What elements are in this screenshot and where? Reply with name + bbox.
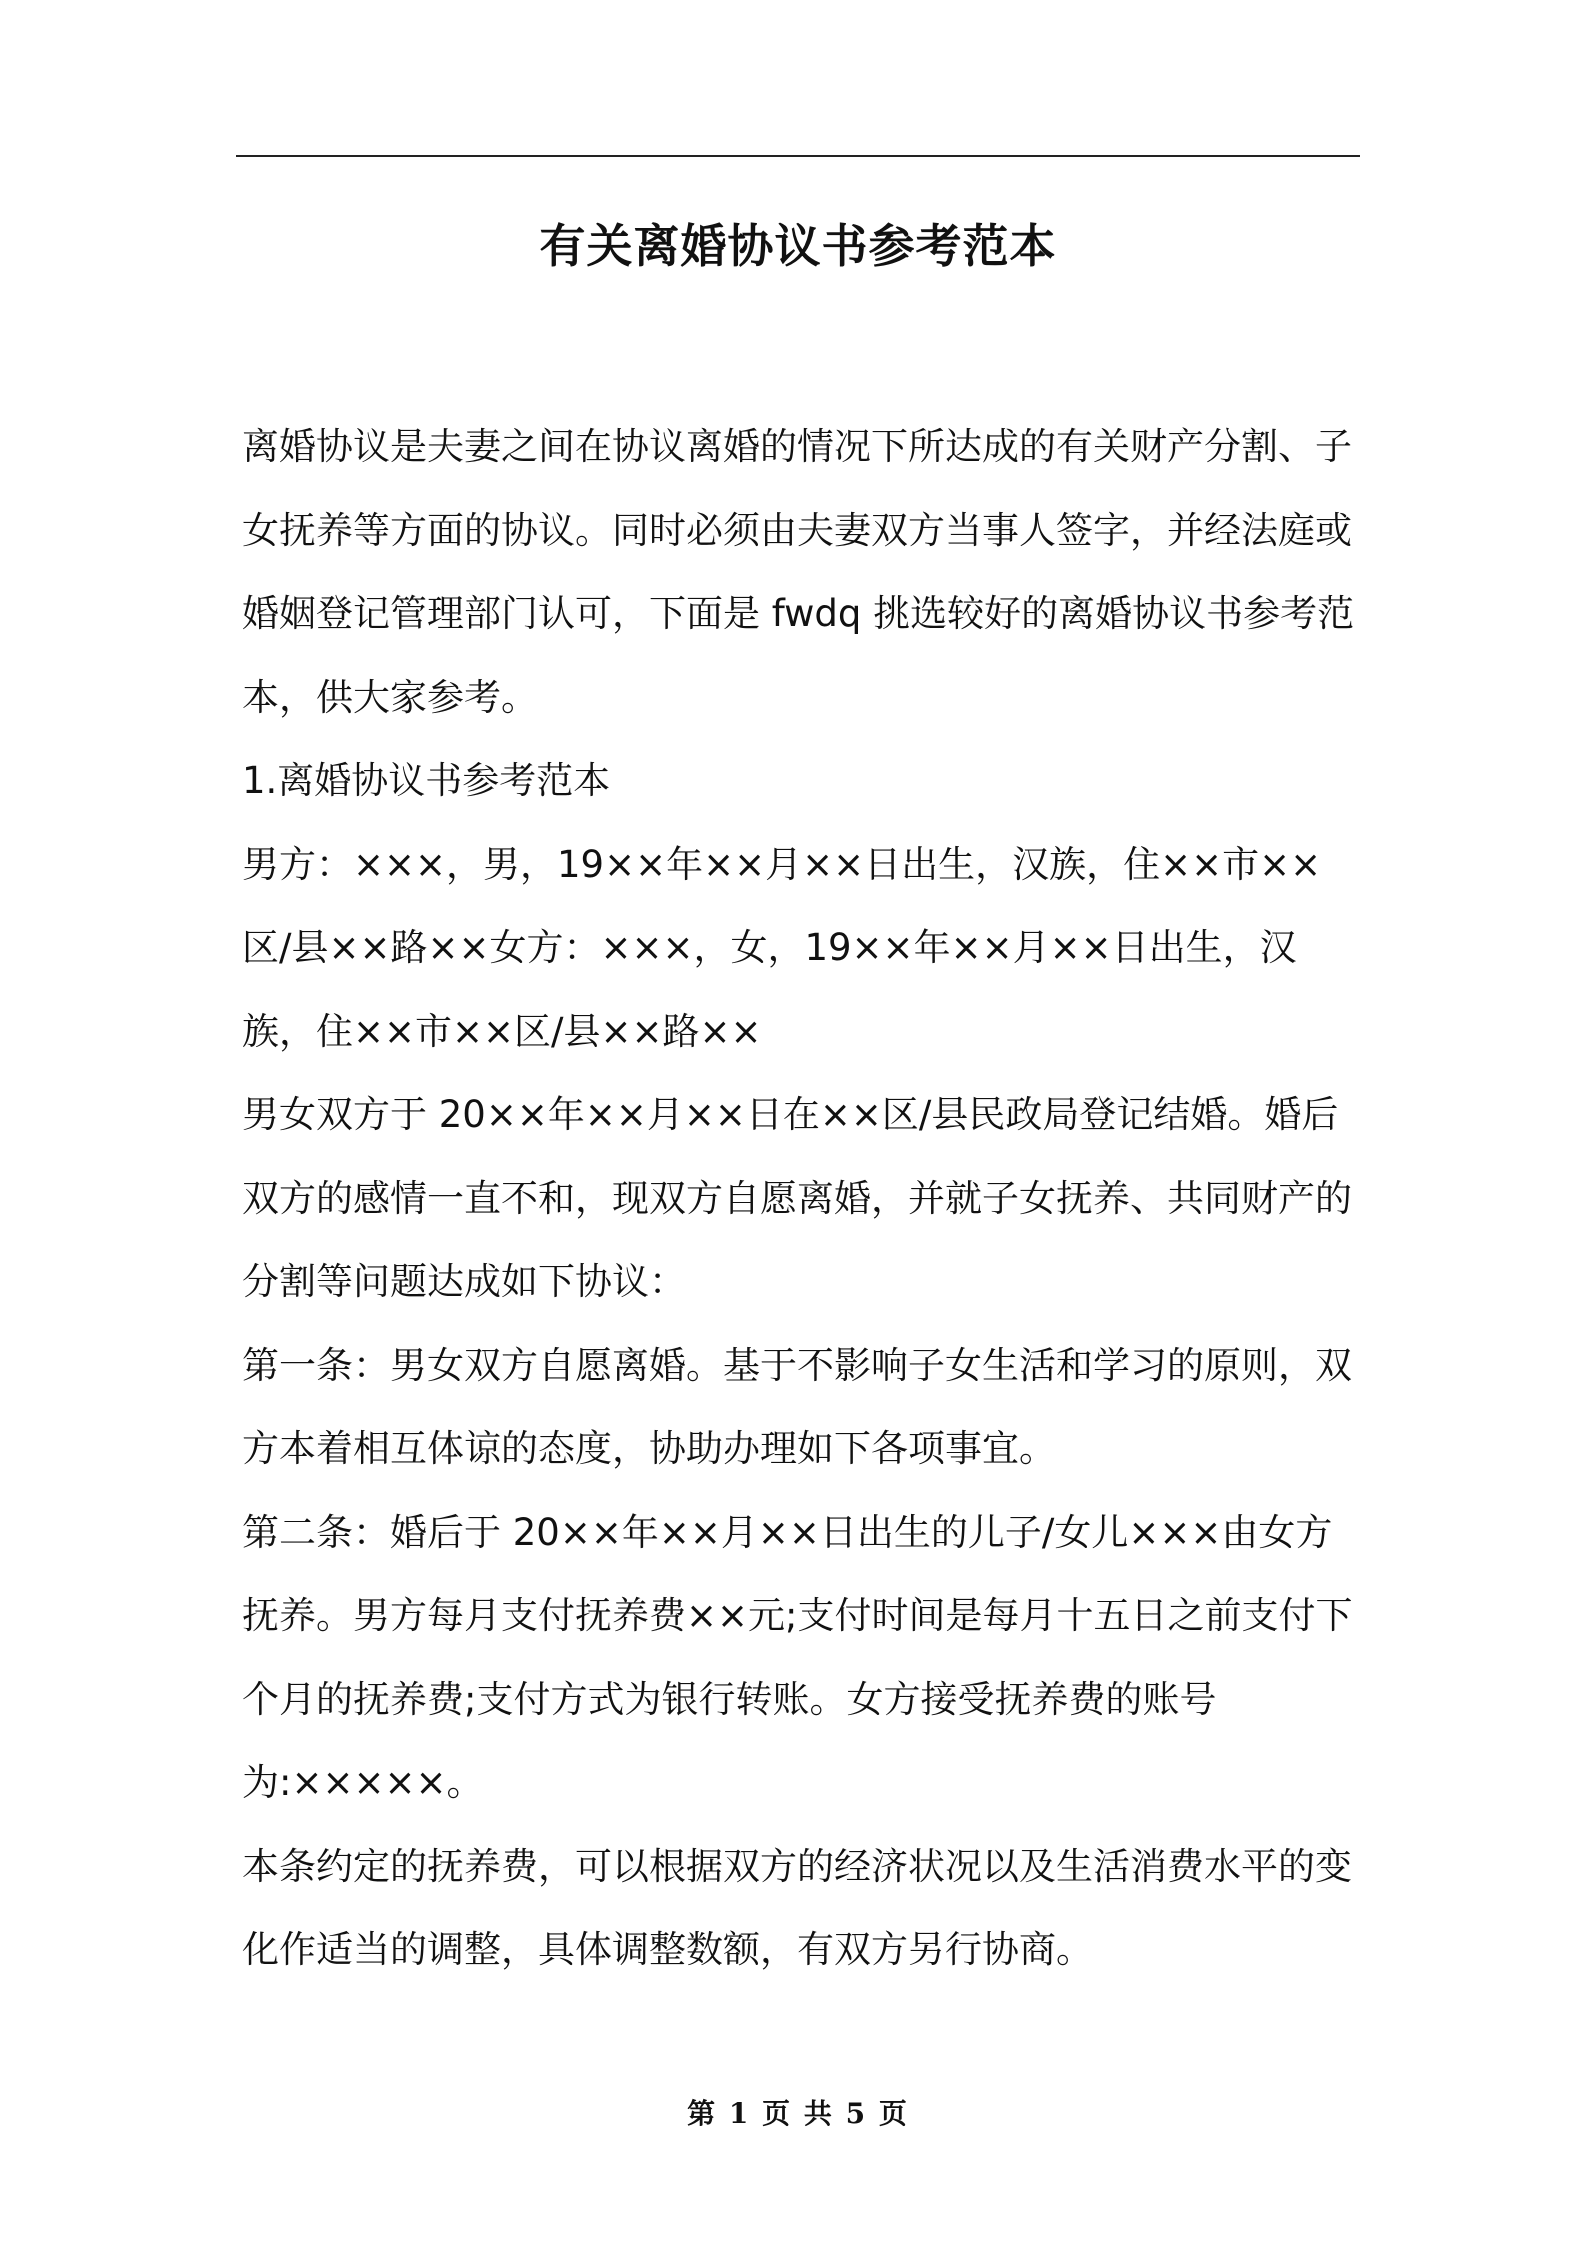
paragraph-article-2: 第二条：婚后于 20××年××月××日出生的儿子/女儿×××由女方抚养。男方每月支付抚养费××元;支付时间是每月十五日之前支付下个月的抚养费;支付方式为银行转账。女方接受抚养费的账号为:×××××。 — [242, 1510, 1353, 1804]
header-rule — [236, 155, 1360, 157]
document-title: 有关离婚协议书参考范本 — [539, 219, 1057, 273]
page-number: 第 1 页 共 5 页 — [687, 2097, 909, 2130]
document-body — [242, 405, 1360, 1992]
paragraph-parties: 男方：×××，男，19××年××月××日出生，汉族，住××市××区/县××路××女方：×××，女，19××年××月××日出生，汉族，住××市××区/县××路×× — [242, 842, 1322, 1053]
paragraph-article-1: 第一条：男女双方自愿离婚。基于不影响子女生活和学习的原则，双方本着相互体谅的态度，协助办理如下各项事宜。 — [242, 1343, 1352, 1470]
paragraph-intro: 离婚协议是夫妻之间在协议离婚的情况下所达成的有关财产分割、子女抚养等方面的协议。同时必须由夫妻双方当事人签字，并经法庭或婚姻登记管理部门认可，下面是 fwdq 挑选较好的离婚协议书参考范本，供大家参考。 — [242, 425, 1355, 719]
section-heading: 1.离婚协议书参考范本 — [242, 759, 611, 802]
paragraph-marriage-info: 男女双方于 20××年××月××日在××区/县民政局登记结婚。婚后双方的感情一直不和，现双方自愿离婚，并就子女抚养、共同财产的分割等问题达成如下协议： — [242, 1093, 1352, 1303]
paragraph-support-adjustment: 本条约定的抚养费，可以根据双方的经济状况以及生活消费水平的变化作适当的调整，具体调整数额，有双方另行协商。 — [242, 1844, 1352, 1971]
